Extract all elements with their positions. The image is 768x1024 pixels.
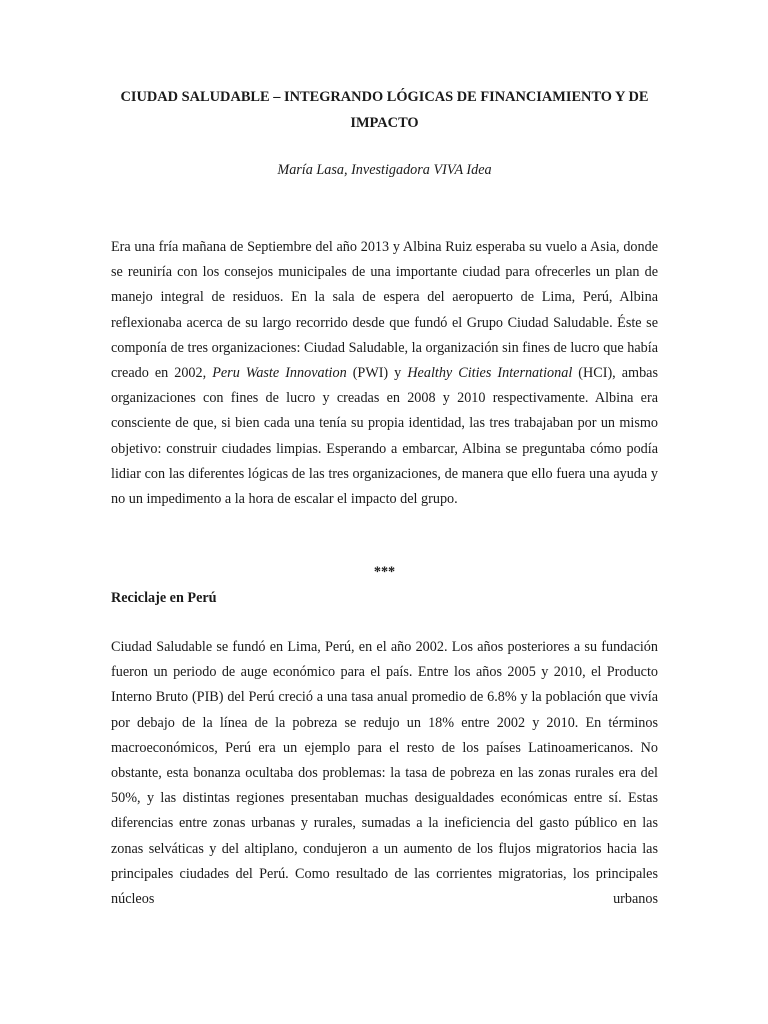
section-paragraph: Ciudad Saludable se fundó en Lima, Perú, en el año 2002. Los años posteriores a su fundación fueron un periodo de auge económico para el país. Entre los años 2005 y 2010, el Producto Interno Bruto (PIB) del Perú creció a una tasa anual promedio de 6.8% y la población que vivía por debajo de la línea de la pobreza se redujo un 18% entre 2002 y 2010. En términos macroeconómicos, Perú era un ejemplo para el resto de los países Latinoamericanos. No obstante, esta bonanza ocultaba dos problemas: la tasa de pobreza en las zonas rurales era del 50%, y las distintas regiones presentaban muchas desigualdades económicas entre sí. Estas diferencias entre zonas urbanas y rurales, sumadas a la ineficiencia del gasto público en las zonas selváticas y del altiplano, condujeron a un aumento de los flujos migratorios hacia las principales ciudades del Perú. Como resultado de las corrientes migratorias, los principales núcleos urbanos — [111, 639, 658, 908]
document-author: María Lasa, Investigadora VIVA Idea — [277, 162, 492, 178]
intro-paragraph — [111, 235, 658, 512]
section-separator: *** — [373, 564, 396, 580]
intro-text-part-3: (HCI), ambas organizaciones con fines de lucro y creadas en 2008 y 2010 respectivamente. Albina era consciente de que, si bien cada una tenía su propia identidad, las tres trabajaban por un mismo objetivo: construir ciudades limpias. Esperando a embarcar, Albina se preguntaba cómo podía lidiar con las diferentes lógicas de las tres organizaciones, de manera que ello fuera una ayuda y no un impedimento a la hora de escalar el impacto del grupo. — [111, 365, 658, 508]
intro-text-part-1: Era una fría mañana de Septiembre del año 2013 y Albina Ruiz esperaba su vuelo a Asia, donde se reuniría con los consejos municipales de una importante ciudad para ofrecerles un plan de manejo integral de residuos. En la sala de espera del aeropuerto de Lima, Perú, Albina reflexionaba acerca de su largo recorrido desde que fundó el Grupo Ciudad Saludable. Éste se componía de tres organizaciones: Ciudad Saludable, la organización sin fines de lucro que había creado en 2002, — [111, 239, 658, 382]
org-name-hci: Healthy Cities International — [407, 365, 573, 382]
section-heading: Reciclaje en Perú — [111, 590, 217, 606]
org-name-pwi: Peru Waste Innovation — [212, 365, 347, 382]
intro-text-part-2: (PWI) y — [346, 365, 408, 382]
document-title: CIUDAD SALUDABLE – INTEGRANDO LÓGICAS DE FINANCIAMIENTO Y DE IMPACTO — [120, 89, 649, 131]
